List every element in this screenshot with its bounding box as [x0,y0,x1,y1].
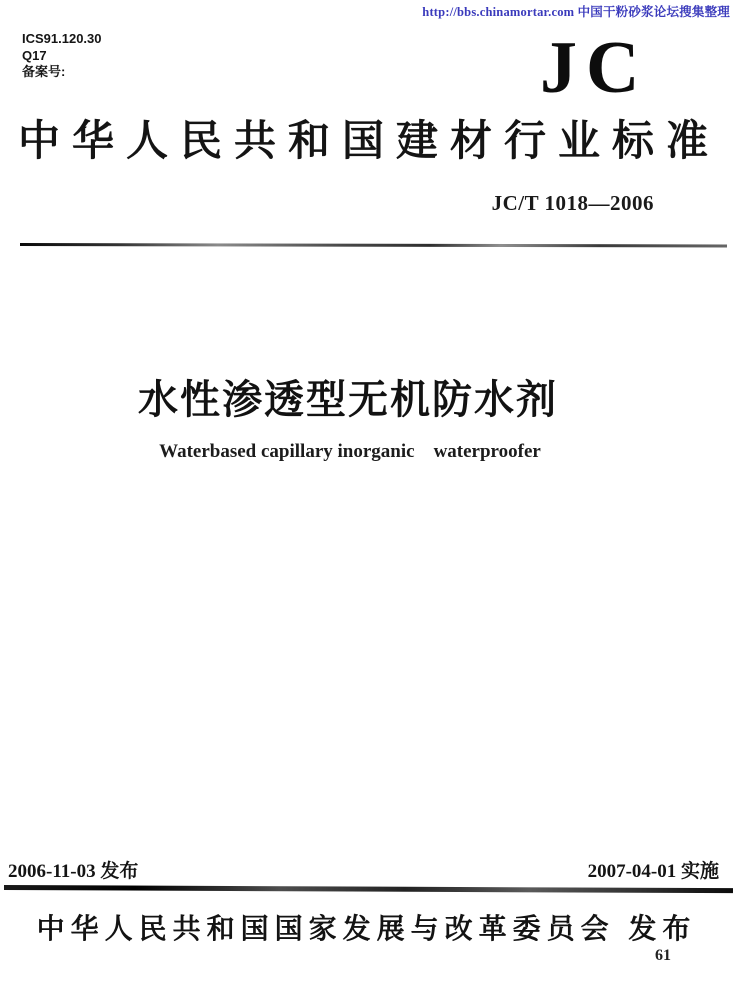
issuing-authority: 中华人民共和国国家发展与改革委员会 发布 [36,913,697,944]
header-divider-rule [20,243,727,247]
footer-dates-row [8,856,719,883]
standard-code: JC/T 1018—2006 [491,191,654,215]
ics-code: ICS91.120.30 [22,31,102,46]
record-number-label: 备案号: [22,64,66,79]
issue-date: 2006-11-03 发布 [8,861,139,882]
classification-code: Q17 [22,47,47,63]
watermark-url: http://bbs.chinamortar.com 中国干粉砂浆论坛搜集整理 [422,5,730,19]
document-title-en: Waterbased capillary inorganic waterproofer [159,441,541,462]
standard-heading: 中华人民共和国建材行业标准 [18,117,718,164]
implement-date: 2007-04-01 实施 [587,861,719,882]
page-number: 61 [655,947,671,964]
jc-logo: JC [540,27,649,109]
document-title-zh: 水性渗透型无机防水剂 [138,378,558,422]
footer-divider-rule [4,885,733,893]
standard-codes-block [22,31,102,81]
